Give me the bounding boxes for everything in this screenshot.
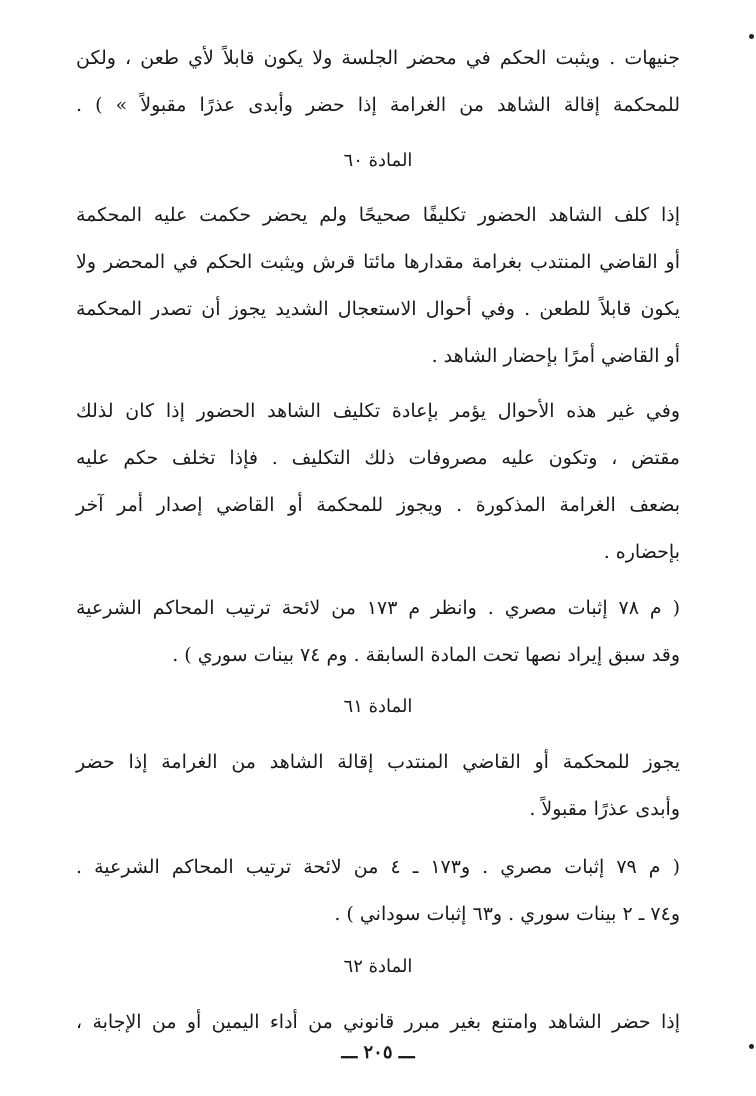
text-line: مقتض ، وتكون عليه مصروفات ذلك التكليف . فإذا تخلف حكم عليه [76, 447, 680, 469]
text-line: إذا كلف الشاهد الحضور تكليفًا صحيحًا ولم يحضر حكمت عليه المحكمة [76, 204, 680, 226]
reference-note-line: ( م ٧٨ إثبات مصري . وانظر م ١٧٣ من لائحة ترتيب المحاكم الشرعية [76, 597, 680, 619]
text-line: إذا حضر الشاهد وامتنع بغير مبرر قانوني من أداء اليمين أو من الإجابة ، [76, 1011, 680, 1033]
scan-mark [749, 34, 754, 39]
text-line: أو القاضي أمرًا بإحضار الشاهد . [431, 345, 680, 367]
text-line: أو القاضي المنتدب بغرامة مقدارها مائتا قرش ويثبت الحكم في المحضر ولا [76, 251, 680, 273]
page-number: ـــ ٢٠٥ ـــ [341, 1042, 415, 1063]
article-heading: المادة ٦٠ [343, 150, 413, 171]
scan-mark [749, 1044, 754, 1049]
article-heading: المادة ٦١ [343, 696, 413, 717]
text-line: وأبدى عذرًا مقبولاً . [529, 798, 680, 820]
text-line: بإحضاره . [603, 541, 680, 563]
text-line: للمحكمة إقالة الشاهد من الغرامة إذا حضر وأبدى عذرًا مقبولاً » ) . [76, 94, 680, 116]
text-line: جنيهات . ويثبت الحكم في محضر الجلسة ولا يكون قابلاً لأي طعن ، ولكن [76, 47, 680, 69]
article-heading: المادة ٦٢ [343, 956, 413, 977]
reference-note-line: و٧٤ ـ ٢ بينات سوري . و٦٣ إثبات سوداني ) . [334, 903, 680, 925]
text-line: وفي غير هذه الأحوال يؤمر بإعادة تكليف الشاهد الحضور إذا كان لذلك [76, 400, 680, 422]
text-line: يجوز للمحكمة أو القاضي المنتدب إقالة الشاهد من الغرامة إذا حضر [76, 751, 680, 773]
reference-note-line: وقد سبق إيراد نصها تحت المادة السابقة . وم ٧٤ بينات سوري ) . [172, 644, 680, 666]
text-line: يكون قابلاً للطعن . وفي أحوال الاستعجال الشديد يجوز أن تصدر المحكمة [76, 298, 680, 320]
reference-note-line: ( م ٧٩ إثبات مصري . و١٧٣ ـ ٤ من لائحة ترتيب المحاكم الشرعية . [76, 856, 680, 878]
text-line: بضعف الغرامة المذكورة . ويجوز للمحكمة أو القاضي إصدار أمر آخر [76, 494, 680, 516]
